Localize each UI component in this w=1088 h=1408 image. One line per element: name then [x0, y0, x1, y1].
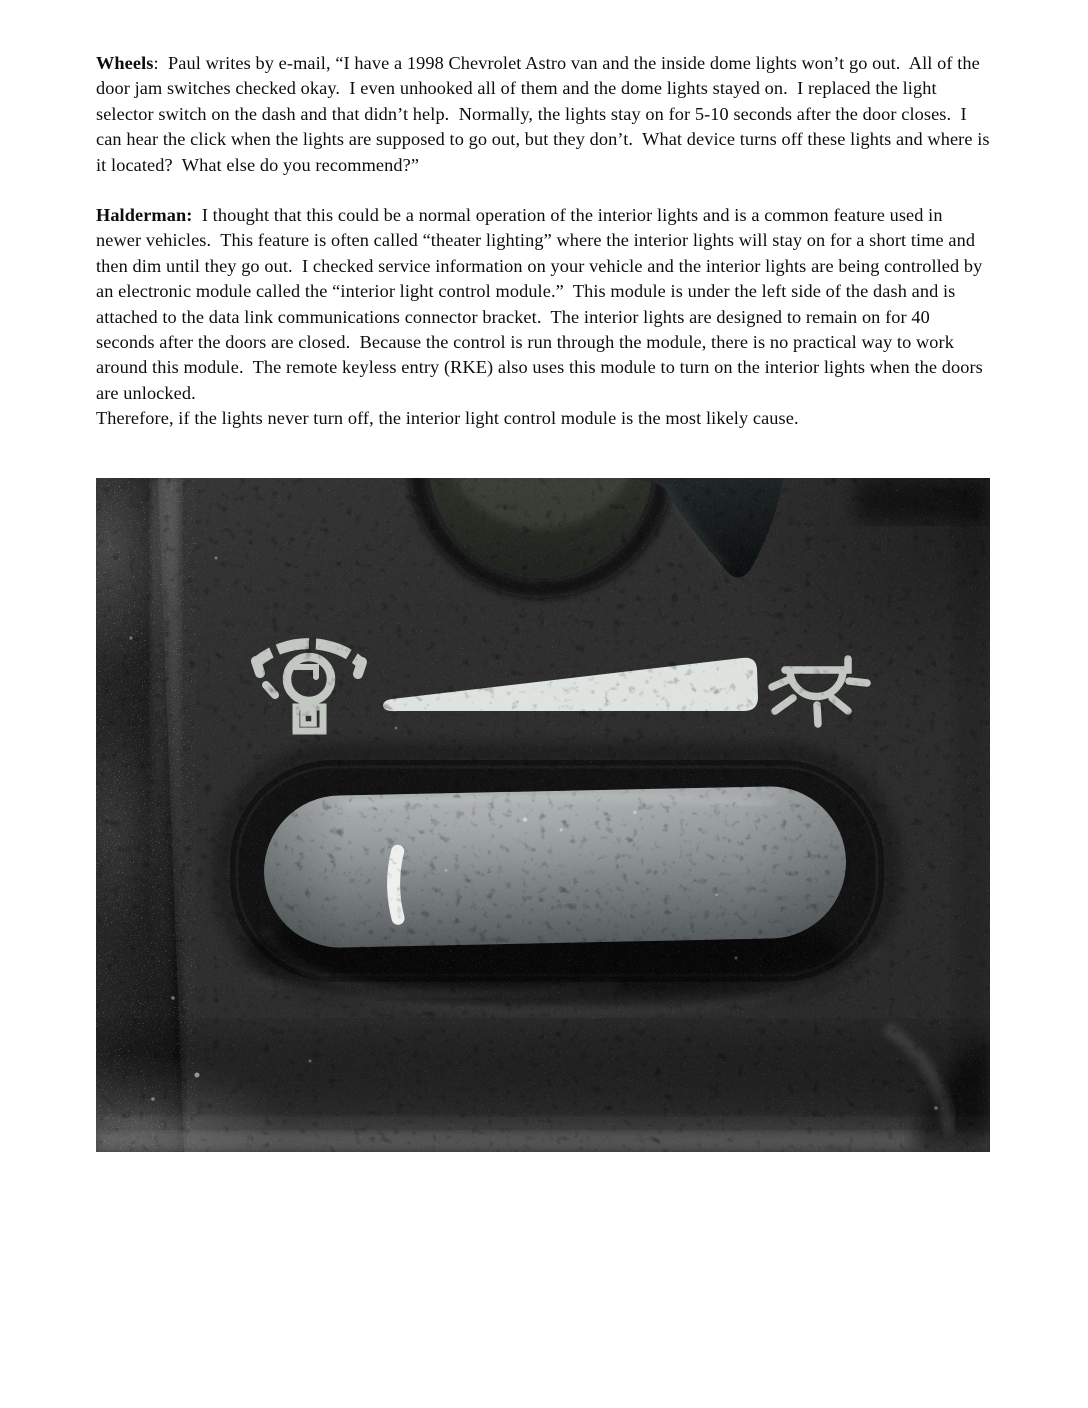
answer-label: Halderman: — [96, 205, 193, 226]
question-text: Paul writes by e-mail, “I have a 1998 Chevrolet Astro van and the inside dome lights won’t go out. All of the door jam switches checked okay. I even unhooked all of them and the dome lights stayed on. I replaced the light selector switch on the dash and that didn’t help. Normally, the lights stay on for 5-10 seconds after the door closes. I can hear the click when the lights are supposed to go out, but they don’t. What device turns off these lights and where is it located? What else do you recommend?” — [96, 53, 995, 175]
answer-text: I thought that this could be a normal operation of the interior lights and is a common feature used in newer vehicles. This feature is often called “theater lighting” where the interior lights will stay on for a short time and then dim until they go out. I checked service information on your vehicle and the interior lights are being controlled by an electronic module called the “interior light control module.” This module is under the left side of the dash and is attached to the data link communications connector bracket. The interior lights are designed to remain on for 40 seconds after the doors are closed. Because the control is run through the module, there is no practical way to work around this module. The remote keyless entry (RKE) also uses this module to turn on the interior lights when the doors are unlocked. — [96, 205, 988, 403]
answer-separator — [192, 205, 201, 225]
question-paragraph — [96, 51, 995, 178]
dimmer-photo-svg — [96, 478, 990, 1152]
film-grain — [96, 478, 990, 1152]
article-text — [96, 51, 995, 432]
answer-followup: Therefore, if the lights never turn off, the interior light control module is the most likely cause. — [96, 408, 799, 429]
question-separator: : — [153, 53, 169, 73]
question-label: Wheels — [96, 53, 154, 73]
answer-paragraph — [96, 203, 992, 406]
dimmer-switch-photo — [96, 478, 990, 1152]
